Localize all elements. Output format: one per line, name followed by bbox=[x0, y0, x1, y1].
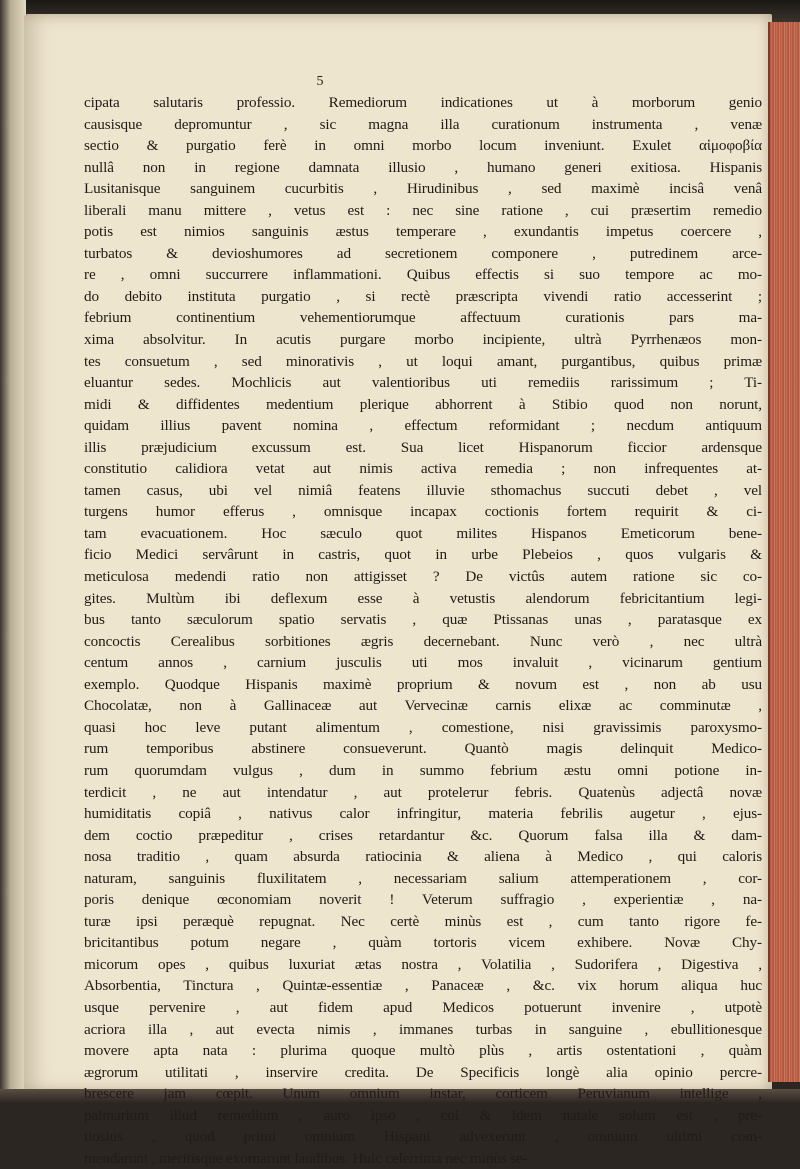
text-line: sectio & purgatio ferè in omni morbo locum inveniunt. Exulet αἱμοφοβία bbox=[84, 137, 762, 155]
text-line: nosa traditio , quam absurda ratiocinia & aliena à Medico , qui caloris bbox=[84, 848, 762, 866]
text-line: Absorbentia, Tinctura , Quintæ-essentiæ , Panaceæ , &c. vix horum aliqua huc bbox=[84, 977, 762, 995]
page-edges-red bbox=[768, 22, 800, 1082]
text-line: terdicit , ne aut intendatur , aut protelетur febris. Quatenùs adjectâ novæ bbox=[84, 783, 762, 801]
text-line: potis est nimios sanguinis æstus temperare , exundantis impetus coercere , bbox=[84, 223, 762, 241]
book-gutter bbox=[0, 0, 26, 1103]
text-line: bricitantibus potum negare , quàm tortoris vicem exhibere. Novæ Chy- bbox=[84, 934, 762, 952]
text-line: ficio Medici servârunt in castris, quot in urbe Plebeios , quos vulgaris & bbox=[84, 546, 762, 564]
text-line: tamen casus, ubi vel nimiâ featens illuvie sthomachus succuti debet , vel bbox=[84, 481, 762, 499]
text-line: illis præjudicium excussum est. Sua licet Hispanorum ficcior ardensque bbox=[84, 438, 762, 456]
text-line: turæ ipsi peræquè repugnat. Nec certè minùs est , cum tanto rigore fe- bbox=[84, 912, 762, 930]
text-line: xima absolvitur. In acutis purgare morbo incipiente, ultrà Pyrrhenæos mon- bbox=[84, 331, 762, 349]
body-text bbox=[84, 92, 762, 1169]
text-line: tam evacuationem. Hoc sæculo quot milites Hispanos Emeticorum bene- bbox=[84, 524, 762, 542]
text-line: febrium continentium vehementiorumque affectuum curationis pars ma- bbox=[84, 309, 762, 327]
text-line: movere apta nata : plurima quoque multò plùs , artis ostentationi , quàm bbox=[84, 1042, 762, 1060]
text-line: micorum opes , quibus luxuriat ætas nostra , Volatilia , Sudorifera , Digestiva , bbox=[84, 955, 762, 973]
text-line: liberali manu mittere , vetus est : nec sine ratione , cui præsertim remedio bbox=[84, 201, 762, 219]
text-line: centum annos , carnium jusculis uti mos invaluit , vicinarum gentium bbox=[84, 654, 762, 672]
text-line: cipata salutaris professio. Remediorum indicationes ut à morborum genio bbox=[84, 94, 762, 111]
text-line: rum temporibus abstinere consueverunt. Quantò magis delinquit Medico- bbox=[84, 740, 762, 758]
text-line: do debito instituta purgatio , si rectè præscripta vivendi ratio accesserint ; bbox=[84, 287, 762, 305]
text-line: humiditatis copiâ , nativus calor infringitur, materia febrilis augetur , ejus- bbox=[84, 805, 762, 823]
text-line: naturam, sanguinis fluxilitatem , necessariam salium attemperationem , cor- bbox=[84, 869, 762, 887]
text-line: quasi hoc leve putant alimentum , comestione, nisi gravissimis paroxysmo- bbox=[84, 718, 762, 736]
text-line: mendarunt , meritisque exornarunt laudibus. Huic celerrima nec minùs se- bbox=[84, 1149, 528, 1167]
text-line: turbatos & devioshumores ad secretionem componere , putredinem arce- bbox=[84, 244, 762, 262]
text-line: nullâ non in regione damnata illusio , humano generi exitiosa. Hispanis bbox=[84, 158, 762, 176]
text-line: concoctis Cerealibus sorbitiones ægris decernebant. Nunc verò , nec ultrà bbox=[84, 632, 762, 650]
text-line: tes consuetum , sed minorativis , ut loqui amant, purgantibus, quibus primæ bbox=[84, 352, 762, 370]
text-line: gites. Multùm ibi deflexum esse à vetustis alendorum febricitantium legi- bbox=[84, 589, 762, 607]
text-line: meticulosa medendi ratio non attigisset ? De victûs autem ratione sic co- bbox=[84, 568, 762, 586]
text-line: constitutio calidiora vetat aut nimis activa remedia ; non infrequentes at- bbox=[84, 460, 762, 478]
text-line: palmarium illud remedium , auro ipso , cui & idem natale solum est , pre- bbox=[84, 1106, 762, 1124]
text-line: ægrorum utilitati , inservire credita. De Specificis longè alia opinio percre- bbox=[84, 1063, 762, 1081]
text-line: acriora illa , aut evecta nimis , immanes turbas in sanguine , ebullitionesque bbox=[84, 1020, 762, 1038]
text-line: turgens humor efferus , omnisque incapax coctionis fortem requirit & ci- bbox=[84, 503, 762, 521]
text-line: usque pervenire , aut fidem apud Medicos potuerunt invenire , utpotè bbox=[84, 998, 762, 1016]
page-number: 5 bbox=[316, 74, 324, 89]
text-line: quidam illius pavent nomina , effectum reformidant ; necdum antiquum bbox=[84, 417, 762, 435]
text-line: rum quorumdam vulgus , dum in summo febrium æstu omni potione in- bbox=[84, 761, 762, 779]
text-line: tiosius , quod primi omnium Hispani advexerunt , omnium ultimi com- bbox=[84, 1128, 762, 1146]
text-line: brescere jam cœpit. Unum omnium instar, corticem Peruvianum intellige , bbox=[84, 1085, 762, 1103]
text-line: Lusitanisque sanguinem cucurbitis , Hirudinibus , sed maximè incisâ venâ bbox=[84, 180, 762, 198]
text-line: poris denique œconomiam noverit ! Veterum suffragio , experientiæ , na- bbox=[84, 891, 762, 909]
text-line: Chocolatæ, non à Gallinaceæ aut Vervecinæ carnis elixæ ac comminutæ , bbox=[84, 697, 762, 715]
text-line: eluantur sedes. Mochlicis aut valentioribus uti remediis rarissimum ; Ti- bbox=[84, 374, 762, 392]
text-line: exemplo. Quodque Hispanis maximè proprium & novum est , non ab usu bbox=[84, 675, 762, 693]
text-line: re , omni succurrere inflammationi. Quibus effectis si suo tempore ac mo- bbox=[84, 266, 762, 284]
text-line: midi & diffidentes medentium plerique abhorrent à Stibio quod non norunt, bbox=[84, 395, 762, 413]
text-line: bus tanto sæculorum spatio servatis , quæ Ptissanas unas , paratasque ex bbox=[84, 611, 762, 629]
text-line: dem coctio præpeditur , crises retardantur &c. Quorum falsa illa & dam- bbox=[84, 826, 762, 844]
text-line: causisque depromuntur , sic magna illa curationum instrumenta , venæ bbox=[84, 115, 762, 133]
